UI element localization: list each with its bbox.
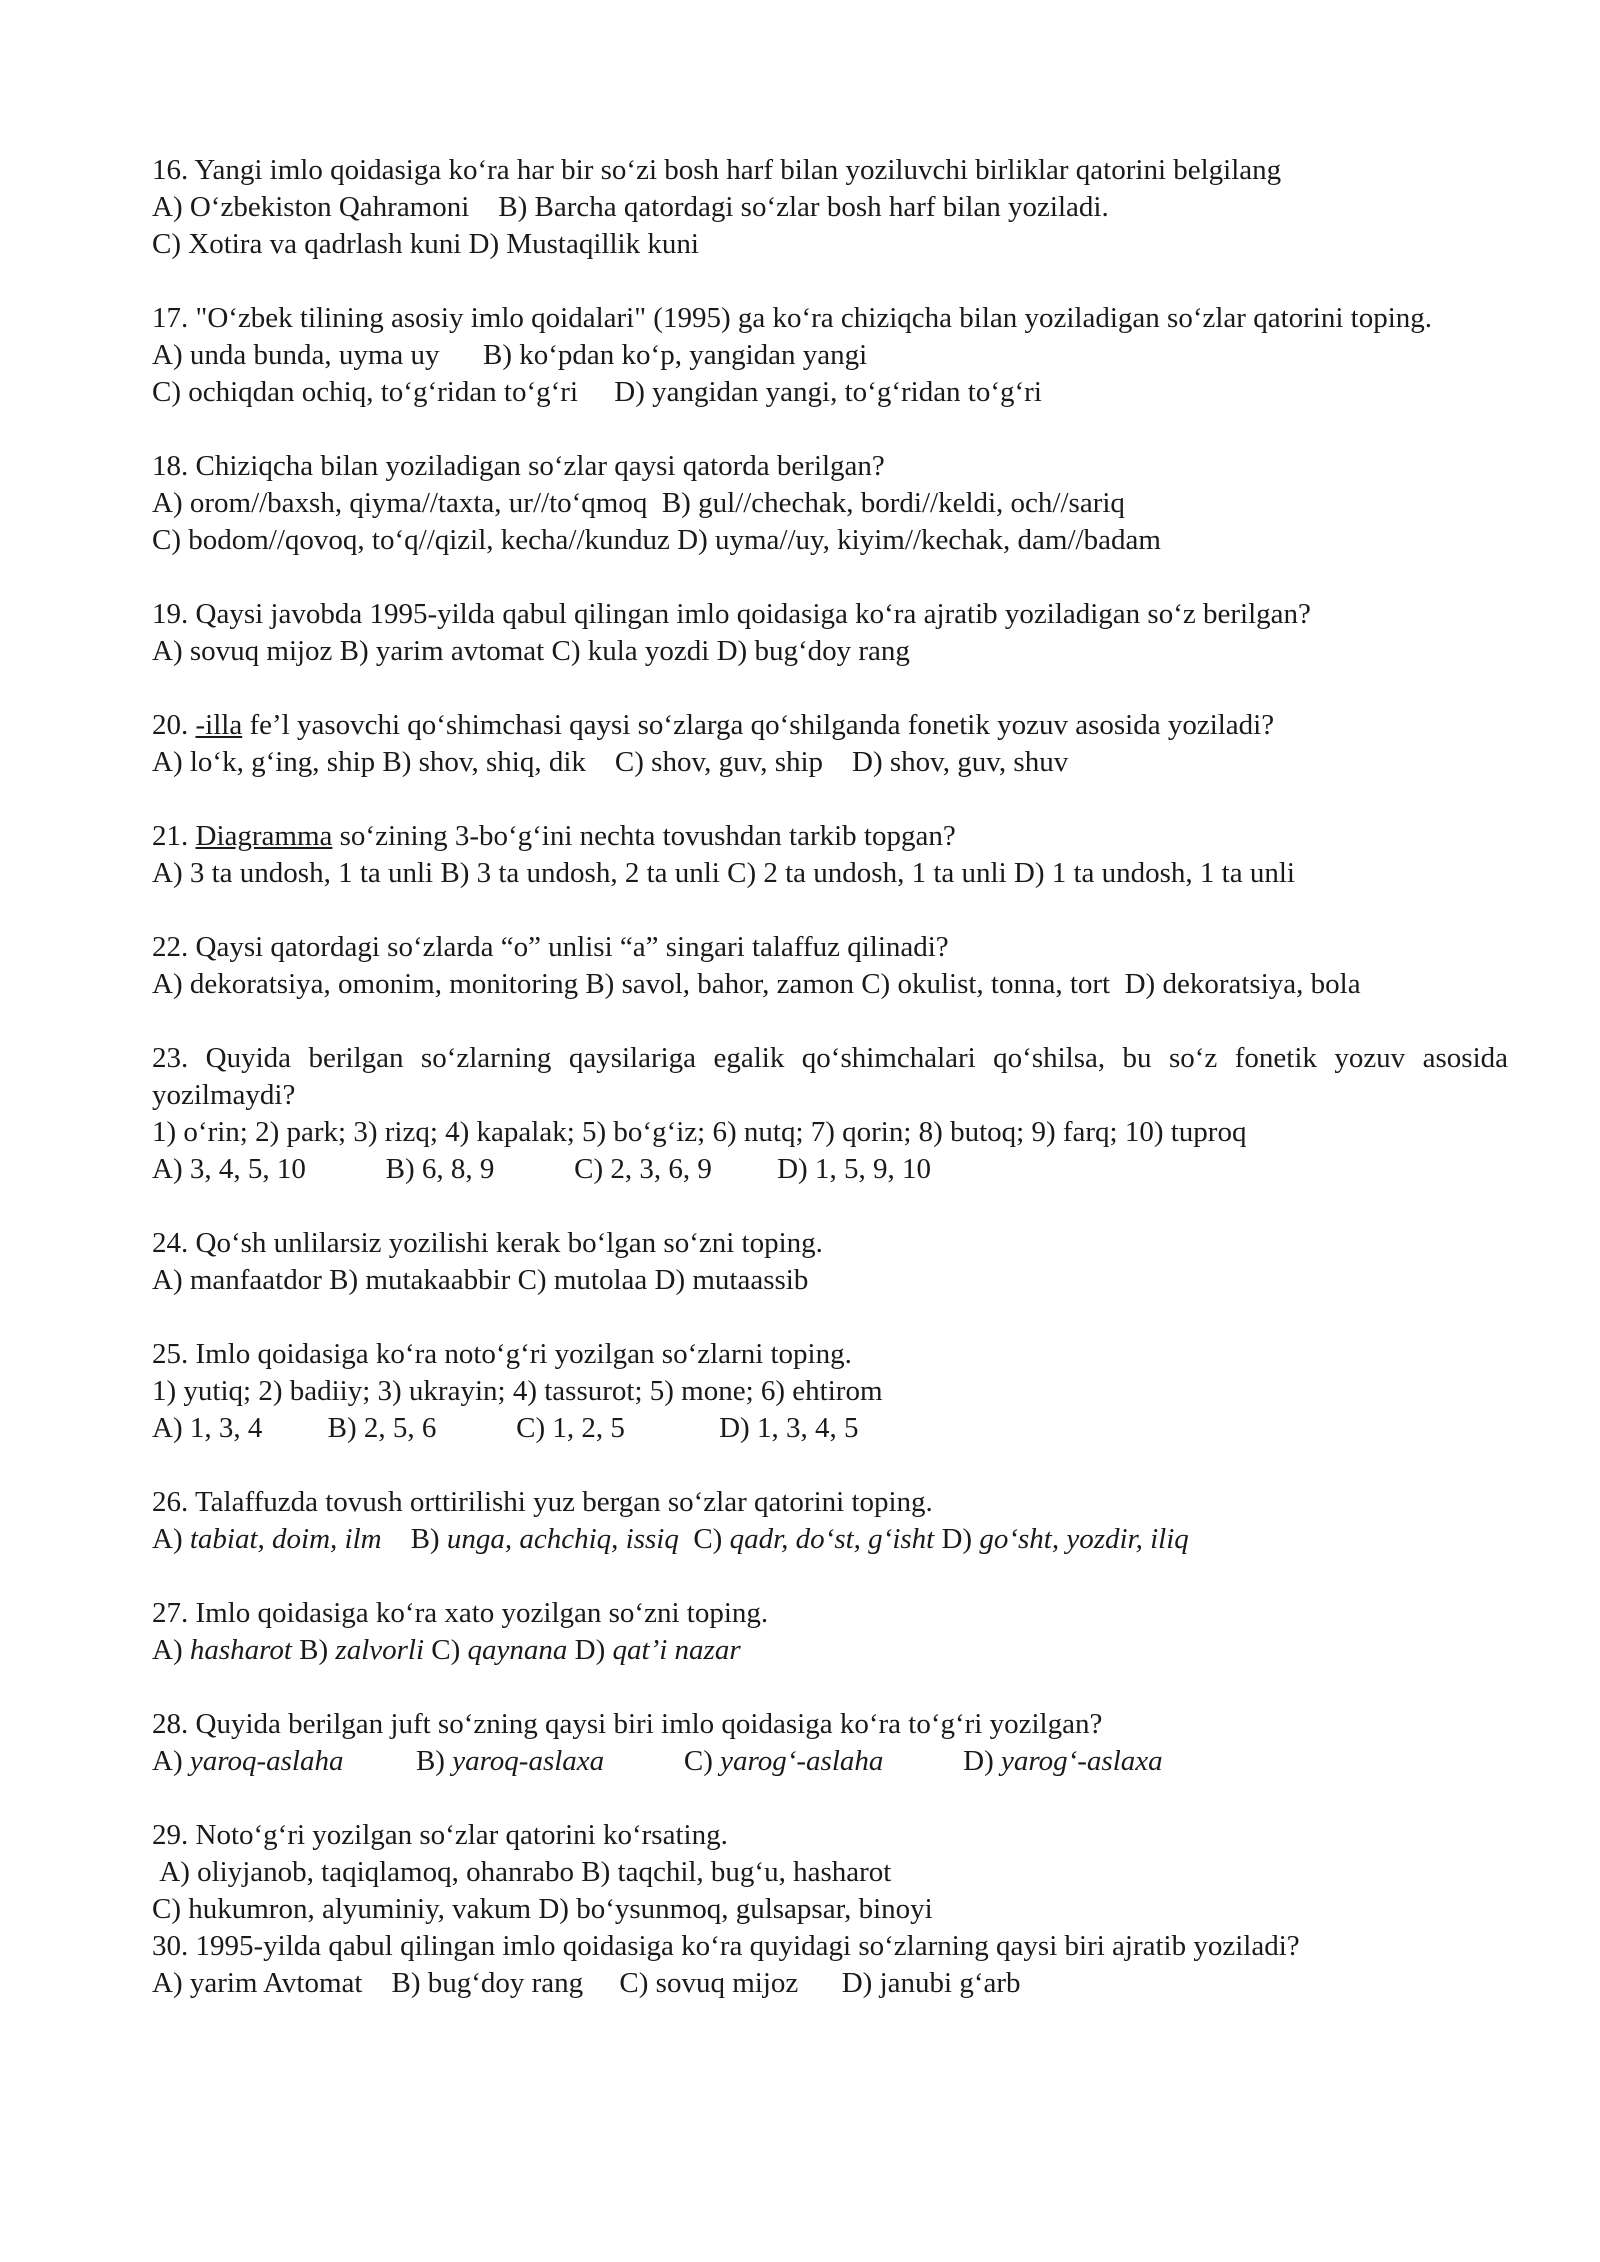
option-a-text: tabiat, doim, ilm bbox=[189, 1523, 382, 1555]
option-c-text: qadr, do‘st, g‘isht bbox=[729, 1523, 935, 1555]
question-text bbox=[152, 818, 1508, 855]
option-b-text: zalvorli bbox=[335, 1634, 425, 1666]
word-list: 1) o‘rin; 2) park; 3) rizq; 4) kapalak; 5) bo‘g‘iz; 6) nutq; 7) qorin; 8) butoq; 9) farq; 10) tuproq bbox=[152, 1116, 1247, 1148]
answer-options: C) ochiqdan ochiq, to‘g‘ridan to‘g‘ri D) yangidan yangi, to‘g‘ridan to‘g‘ri bbox=[152, 376, 1042, 408]
question-18 bbox=[152, 448, 1508, 559]
option-d-text: qat’i nazar bbox=[612, 1634, 741, 1666]
answer-options: A) orom//baxsh, qiyma//taxta, ur//to‘qmoq B) gul//chechak, bordi//keldi, och//sariq bbox=[152, 487, 1125, 519]
question-25 bbox=[152, 1336, 1508, 1447]
option-d-label: D) bbox=[567, 1634, 613, 1666]
question-text: 22. Qaysi qatordagi so‘zlarda “o” unlisi “a” singari talaffuz qilinadi? bbox=[152, 931, 949, 963]
question-text: 29. Noto‘g‘ri yozilgan so‘zlar qatorini ko‘rsating. bbox=[152, 1819, 728, 1851]
option-a-text: hasharot bbox=[189, 1634, 292, 1666]
question-17 bbox=[152, 300, 1508, 411]
option-a-label: A) bbox=[152, 1523, 190, 1555]
answer-options: A) manfaatdor B) mutakaabbir C) mutolaa D) mutaassib bbox=[152, 1264, 809, 1296]
question-28 bbox=[152, 1706, 1508, 1780]
option-c-text: yarog‘-aslaha bbox=[720, 1745, 884, 1777]
answer-options bbox=[152, 1521, 1508, 1558]
question-text: 24. Qo‘sh unlilarsiz yozilishi kerak bo‘lgan so‘zni toping. bbox=[152, 1227, 823, 1259]
question-text: 18. Chiziqcha bilan yoziladigan so‘zlar qaysi qatorda berilgan? bbox=[152, 450, 885, 482]
option-c-label: C) bbox=[424, 1634, 468, 1666]
answer-options: A) unda bunda, uyma uy B) ko‘pdan ko‘p, yangidan yangi bbox=[152, 339, 868, 371]
answer-options bbox=[152, 1743, 1508, 1780]
question-rest: fe’l yasovchi qo‘shimchasi qaysi so‘zlarga qo‘shilganda fonetik yozuv asosida yoziladi? bbox=[242, 709, 1275, 741]
option-d-label: D) bbox=[934, 1523, 980, 1555]
question-23 bbox=[152, 1040, 1516, 1188]
question-29 bbox=[152, 1817, 1508, 1928]
question-16 bbox=[152, 152, 1508, 263]
word-list: 1) yutiq; 2) badiiy; 3) ukrayin; 4) tassurot; 5) mone; 6) ehtirom bbox=[152, 1375, 883, 1407]
answer-options: A) sovuq mijoz B) yarim avtomat C) kula yozdi D) bug‘doy rang bbox=[152, 635, 910, 667]
option-c-label: C) bbox=[678, 1523, 730, 1555]
answer-options: C) hukumron, alyuminiy, vakum D) bo‘ysunmoq, gulsapsar, binoyi bbox=[152, 1893, 933, 1925]
question-text: 23. Quyida berilgan so‘zlarning qaysilariga egalik qo‘shimchalari qo‘shilsa, bu so‘z fonetik yozuv asosida yozilmaydi? bbox=[152, 1042, 1516, 1111]
underlined-term: -illa bbox=[195, 709, 243, 741]
question-rest: so‘zining 3-bo‘g‘ini nechta tovushdan tarkib topgan? bbox=[332, 820, 956, 852]
question-20 bbox=[152, 707, 1508, 781]
question-number: 20. bbox=[152, 709, 196, 741]
option-a-text: yaroq-aslaha bbox=[189, 1745, 344, 1777]
option-d-text: go‘sht, yozdir, iliq bbox=[979, 1523, 1189, 1555]
question-22 bbox=[152, 929, 1508, 1003]
question-19 bbox=[152, 596, 1508, 670]
question-24 bbox=[152, 1225, 1508, 1299]
question-text: 30. 1995-yilda qabul qilingan imlo qoidasiga ko‘ra quyidagi so‘zlarning qaysi biri ajratib yoziladi? bbox=[152, 1930, 1300, 1962]
underlined-term: Diagramma bbox=[195, 820, 333, 852]
answer-options: A) 3, 4, 5, 10 B) 6, 8, 9 C) 2, 3, 6, 9 D) 1, 5, 9, 10 bbox=[152, 1153, 931, 1185]
option-d-label: D) bbox=[883, 1745, 1002, 1777]
answer-options: A) lo‘k, g‘ing, ship B) shov, shiq, dik C) shov, guv, ship D) shov, guv, shuv bbox=[152, 746, 1069, 778]
question-text: 17. "O‘zbek tilining asosiy imlo qoidalari" (1995) ga ko‘ra chiziqcha bilan yoziladigan so‘zlar qatorini toping. bbox=[152, 302, 1433, 334]
answer-options bbox=[152, 1632, 1508, 1669]
option-c-text: qaynana bbox=[467, 1634, 568, 1666]
question-text: 26. Talaffuzda tovush orttirilishi yuz bergan so‘zlar qatorini toping. bbox=[152, 1486, 933, 1518]
answer-options: A) 3 ta undosh, 1 ta unli B) 3 ta undosh, 2 ta unli C) 2 ta undosh, 1 ta unli D) 1 ta undosh, 1 ta unli bbox=[152, 857, 1295, 889]
answer-options: A) dekoratsiya, omonim, monitoring B) savol, bahor, zamon C) okulist, tonna, tort D) dekoratsiya, bola bbox=[152, 968, 1361, 1000]
question-text: 25. Imlo qoidasiga ko‘ra noto‘g‘ri yozilgan so‘zlarni toping. bbox=[152, 1338, 852, 1370]
question-30 bbox=[152, 1928, 1508, 2002]
answer-options: C) bodom//qovoq, to‘q//qizil, kecha//kunduz D) uyma//uy, kiyim//kechak, dam//badam bbox=[152, 524, 1161, 556]
option-a-label: A) bbox=[152, 1745, 190, 1777]
question-text: 16. Yangi imlo qoidasiga ko‘ra har bir so‘zi bosh harf bilan yoziluvchi birliklar qatorini belgilang bbox=[152, 154, 1282, 186]
option-a-label: A) bbox=[152, 1634, 190, 1666]
question-text bbox=[152, 707, 1508, 744]
option-c-label: C) bbox=[604, 1745, 721, 1777]
answer-options: A) oliyjanob, taqiqlamoq, ohanrabo B) taqchil, bug‘u, hasharot bbox=[152, 1856, 892, 1888]
answer-options: A) 1, 3, 4 B) 2, 5, 6 C) 1, 2, 5 D) 1, 3, 4, 5 bbox=[152, 1412, 859, 1444]
question-text: 27. Imlo qoidasiga ko‘ra xato yozilgan so‘zni toping. bbox=[152, 1597, 769, 1629]
question-number: 21. bbox=[152, 820, 196, 852]
answer-options: A) O‘zbekiston Qahramoni B) Barcha qatordagi so‘zlar bosh harf bilan yoziladi. bbox=[152, 191, 1109, 223]
option-b-label: B) bbox=[343, 1745, 453, 1777]
answer-options: C) Xotira va qadrlash kuni D) Mustaqillik kuni bbox=[152, 228, 699, 260]
option-b-text: unga, achchiq, issiq bbox=[446, 1523, 679, 1555]
question-21 bbox=[152, 818, 1508, 892]
question-27 bbox=[152, 1595, 1508, 1669]
option-d-text: yarog‘-aslaxa bbox=[1001, 1745, 1163, 1777]
option-b-label: B) bbox=[291, 1634, 336, 1666]
question-26 bbox=[152, 1484, 1508, 1558]
answer-options: A) yarim Avtomat B) bug‘doy rang C) sovuq mijoz D) janubi g‘arb bbox=[152, 1967, 1021, 1999]
option-b-label: B) bbox=[381, 1523, 447, 1555]
question-text: 28. Quyida berilgan juft so‘zning qaysi biri imlo qoidasiga ko‘ra to‘g‘ri yozilgan? bbox=[152, 1708, 1103, 1740]
question-text: 19. Qaysi javobda 1995-yilda qabul qilingan imlo qoidasiga ko‘ra ajratib yoziladigan so‘z berilgan? bbox=[152, 598, 1311, 630]
option-b-text: yaroq-aslaxa bbox=[452, 1745, 605, 1777]
